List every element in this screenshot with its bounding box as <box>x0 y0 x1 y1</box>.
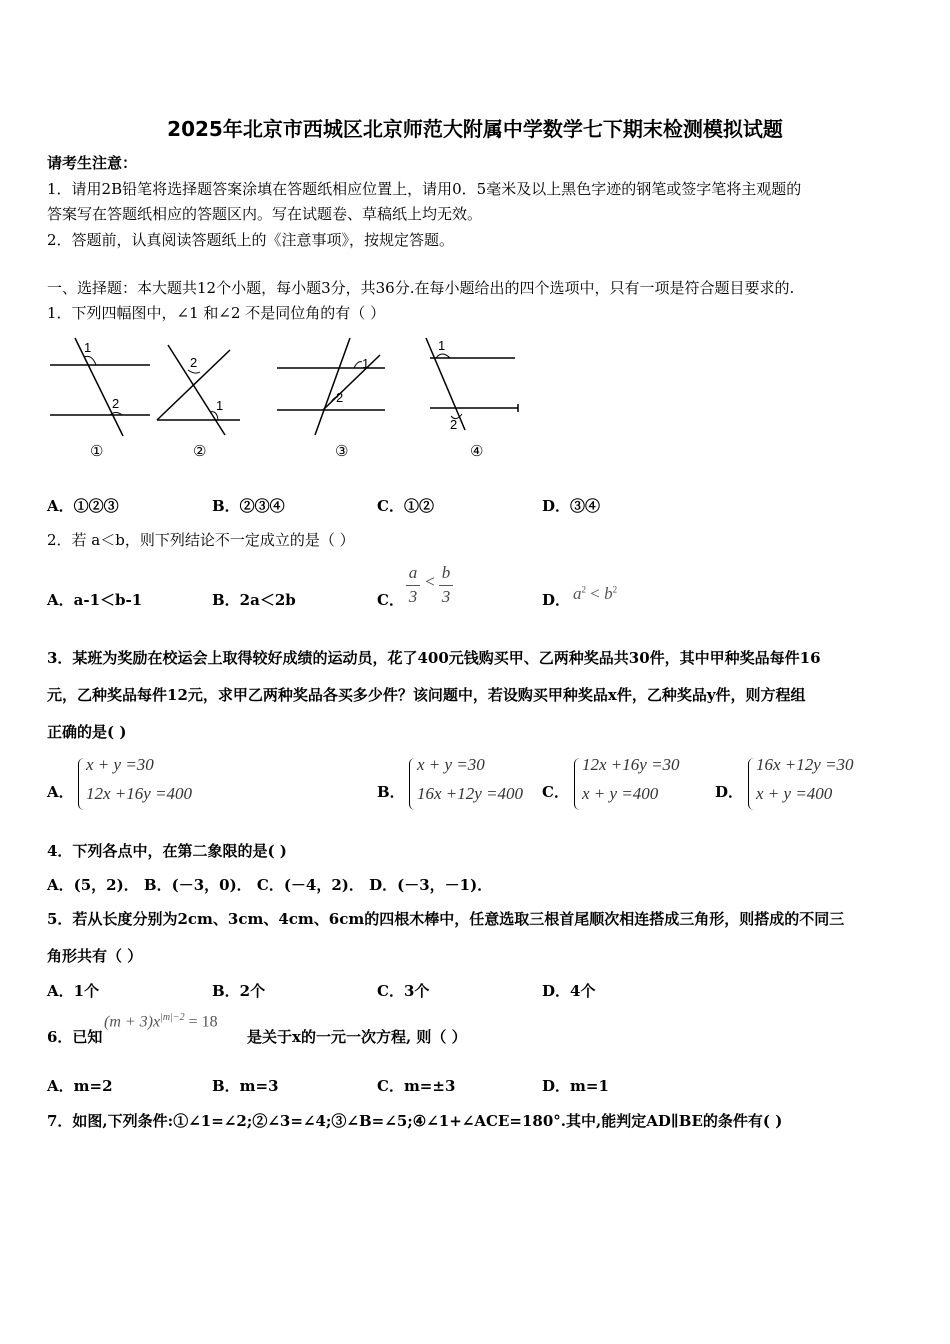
figure-4-diagram <box>426 338 518 460</box>
q1-stem: 1．下列四幅图中，∠1 和∠2 不是同位角的有（ ） <box>47 304 386 322</box>
q2-stem: 2．若 a＜b，则下列结论不一定成立的是（ ） <box>47 531 355 549</box>
svg-text:2: 2 <box>112 396 120 411</box>
q7-stem: 7．如图,下列条件:①∠1=∠2;②∠3=∠4;③∠B=∠5;④∠1+∠ACE=180°.其中,能判定AD∥BE的条件有( ) <box>47 1112 783 1130</box>
q2-option-d-expression: $a^2 < b^2$ <box>573 584 618 603</box>
q3-stem-line3: 正确的是( ) <box>47 723 127 741</box>
figure-1-diagram <box>50 338 150 460</box>
q3-option-c-label: C． <box>542 783 569 801</box>
notice-line1: 1．请用2B铅笔将选择题答案涂填在答题纸相应位置上，请用0．5毫米及以上黑色字迹的钢笔或签字笔将主观题的 <box>47 180 802 198</box>
q6-stem-pre: 6．已知 <box>47 1028 103 1046</box>
figure-3-diagram <box>277 338 385 460</box>
section-heading: 一、选择题：本大题共12个小题，每小题3分，共36分.在每小题给出的四个选项中，只有一项是符合题目要求的. <box>47 279 795 297</box>
notice-line1b: 答案写在答题纸相应的答题区内。写在试题卷、草稿纸上均无效。 <box>47 205 483 223</box>
q1-figures <box>40 330 540 469</box>
svg-text:2: 2 <box>336 390 344 405</box>
svg-text:1: 1 <box>84 340 92 355</box>
svg-text:①: ① <box>90 443 104 460</box>
page-title: 2025年北京市西城区北京师范大附属中学数学七下期末检测模拟试题 <box>167 117 783 141</box>
q4-stem: 4．下列各点中，在第二象限的是( ) <box>47 842 287 860</box>
svg-text:2: 2 <box>190 355 198 370</box>
q5-option-c: C．3个 <box>377 982 430 1000</box>
q6-option-b: B．m=3 <box>212 1077 279 1095</box>
q1-option-c: C．①② <box>377 497 434 515</box>
q1-option-b: B．②③④ <box>212 497 285 515</box>
q2-option-a: A．a-1＜b-1 <box>47 591 143 609</box>
notice-header: 请考生注意： <box>47 154 138 172</box>
q2-option-d: D． <box>542 591 571 609</box>
svg-text:1: 1 <box>362 356 370 371</box>
q6-formula: $(m + 3)x^{|m|-2} = 18$ <box>104 1012 218 1031</box>
svg-text:③: ③ <box>335 443 349 460</box>
q3-stem-line1: 3．某班为奖励在校运会上取得较好成绩的运动员，花了400元钱购买甲、乙两种奖品共30件，其中甲种奖品每件16 <box>47 649 821 667</box>
q3-stem-line2: 元，乙种奖品每件12元，求甲乙两种奖品各买多少件？该问题中，若设购买甲种奖品x件，乙种奖品y件，则方程组 <box>47 686 806 704</box>
q2-option-c: C． <box>377 591 404 609</box>
q5-option-d: D．4个 <box>542 982 596 1000</box>
svg-text:2: 2 <box>450 417 458 432</box>
svg-text:1: 1 <box>438 338 446 353</box>
q4-options: A．(5，2)． B．(－3，0)． C．(－4，2)． D．(－3，－1)． <box>47 876 493 894</box>
svg-text:④: ④ <box>470 443 484 460</box>
q3-option-d-label: D． <box>715 783 744 801</box>
q3-option-b-label: B． <box>377 783 405 801</box>
svg-text:②: ② <box>193 443 207 460</box>
q3-option-a-label: A． <box>47 783 74 801</box>
q1-option-d: D．③④ <box>542 497 601 515</box>
q6-stem-post: 是关于x的一元一次方程, 则（ ） <box>247 1028 467 1046</box>
q5-stem-line1: 5．若从长度分别为2cm、3cm、4cm、6cm的四根木棒中，任意选取三根首尾顺次相连搭成三角形，则搭成的不同三 <box>47 910 845 928</box>
q1-option-a: A．①②③ <box>47 497 119 515</box>
q5-option-b: B．2个 <box>212 982 266 1000</box>
q2-option-c-expression: a 3 < b 3 <box>405 563 460 611</box>
svg-text:1: 1 <box>216 398 224 413</box>
figure-2-diagram <box>157 345 240 460</box>
q6-option-c: C．m=±3 <box>377 1077 456 1095</box>
q2-option-b: B．2a＜2b <box>212 591 296 609</box>
q5-option-a: A．1个 <box>47 982 100 1000</box>
q5-stem-line2: 角形共有（ ） <box>47 947 143 965</box>
notice-line2: 2．答题前，认真阅读答题纸上的《注意事项》，按规定答题。 <box>47 231 455 249</box>
q6-option-a: A．m=2 <box>47 1077 113 1095</box>
q6-option-d: D．m=1 <box>542 1077 609 1095</box>
